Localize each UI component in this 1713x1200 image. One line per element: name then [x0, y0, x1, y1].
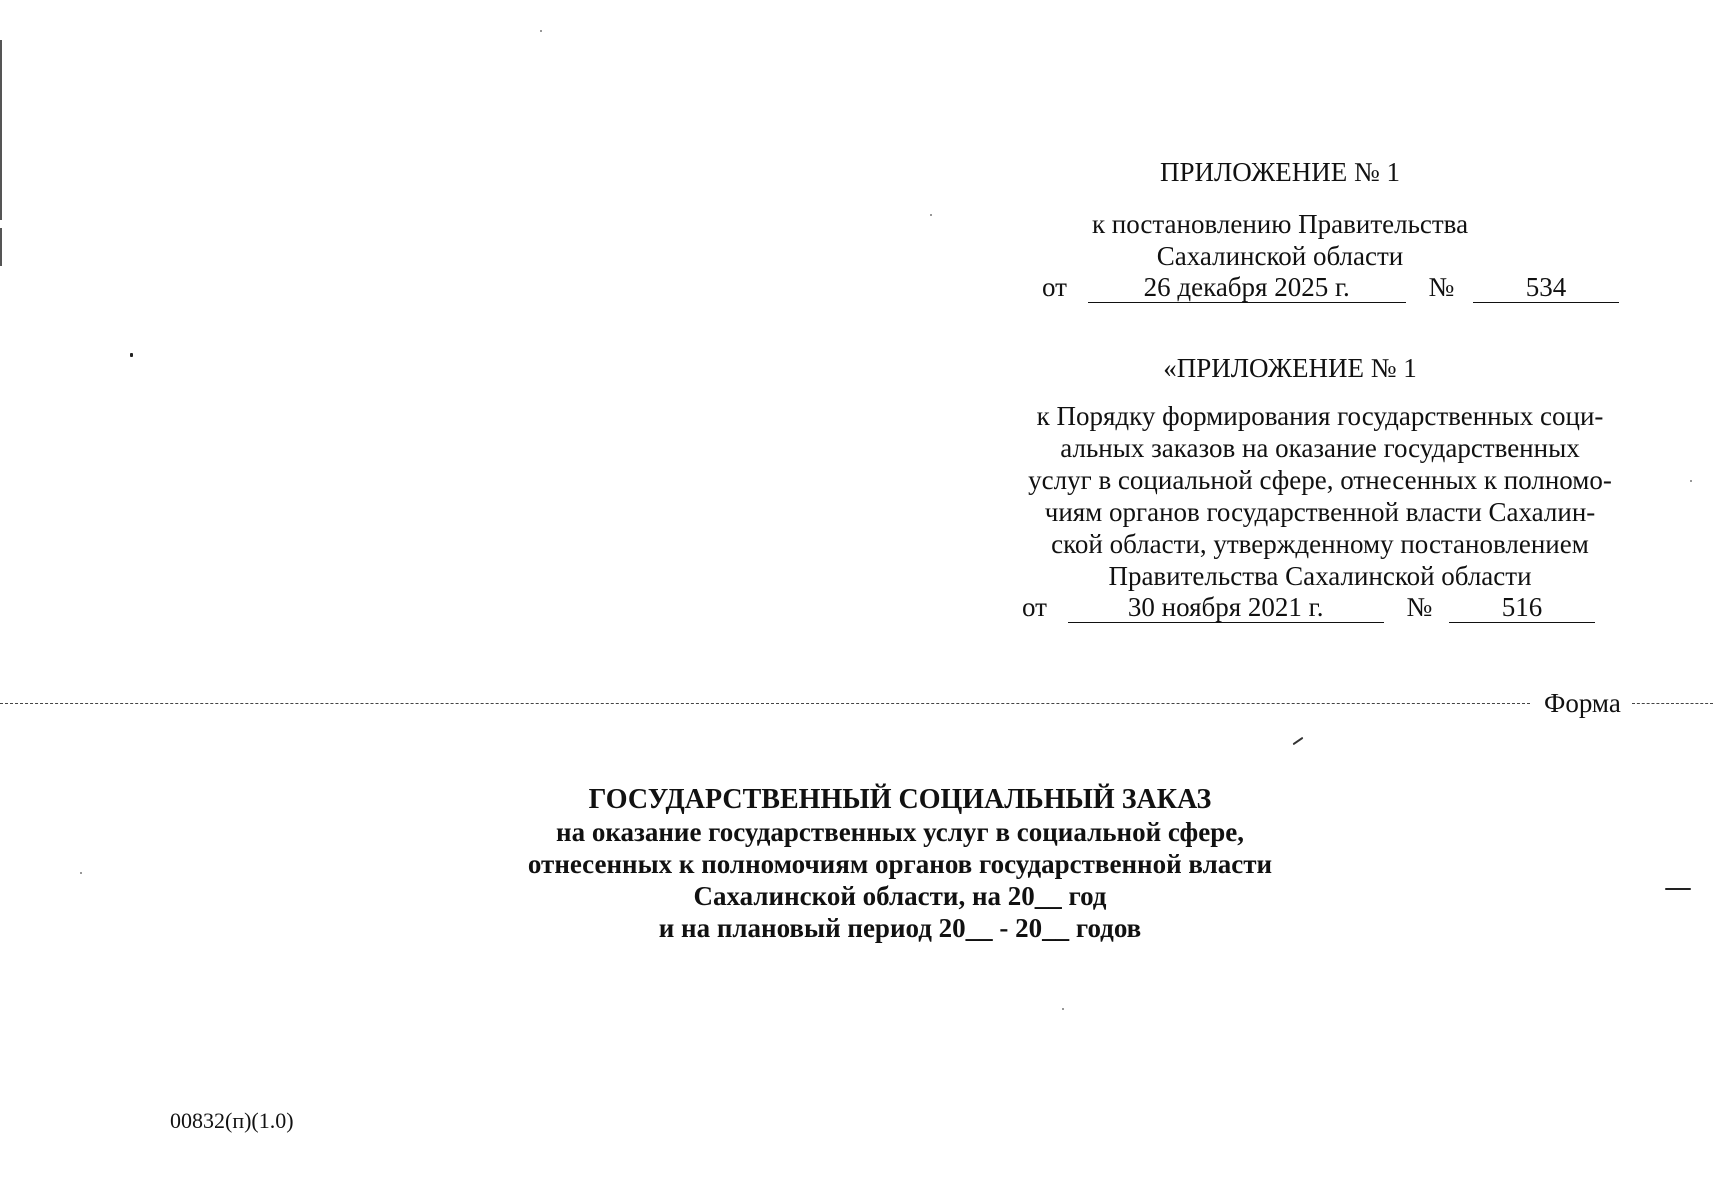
- form-separator-row: [0, 688, 1713, 718]
- form-label: Форма: [1544, 688, 1621, 718]
- appendix-ref-line: чиям органов государственной власти Сахалин-: [1044, 497, 1596, 527]
- document-subtitle-line: Сахалинской области, на 20__ год: [693, 881, 1107, 911]
- scan-speck: [130, 353, 133, 357]
- appendix-main-number: 534: [1473, 272, 1619, 303]
- appendix-ref-line: к Порядку формирования государственных соци-: [1036, 401, 1604, 431]
- document-subtitle-line: отнесенных к полномочиям органов государственной власти: [527, 849, 1273, 879]
- scan-speck: [80, 872, 82, 874]
- appendix-ref-number: 516: [1449, 592, 1595, 623]
- appendix-main-from-label: от: [1042, 272, 1067, 302]
- document-subtitle-line: и на плановый период 20__ - 20__ годов: [658, 913, 1142, 943]
- appendix-ref-line: ской области, утвержденному постановлением: [1051, 529, 1589, 559]
- scan-speck: [1690, 480, 1692, 482]
- appendix-ref-from-label: от: [1022, 592, 1047, 622]
- scan-edge-artifact: [0, 40, 2, 220]
- scan-speck: [540, 30, 542, 32]
- scan-speck: [1665, 888, 1691, 890]
- document-title: ГОСУДАРСТВЕННЫЙ СОЦИАЛЬНЫЙ ЗАКАЗ: [588, 784, 1212, 815]
- document-code: 00832(п)(1.0): [170, 1108, 294, 1133]
- appendix-main-heading: ПРИЛОЖЕНИЕ № 1: [1159, 157, 1401, 187]
- scan-speck: [1062, 1008, 1064, 1010]
- appendix-main-line1: к постановлению Правительства: [1091, 209, 1469, 239]
- appendix-ref-date: 30 ноября 2021 г.: [1068, 592, 1384, 623]
- appendix-ref-number-label: №: [1406, 592, 1433, 622]
- appendix-ref-date-row: [1022, 592, 1595, 623]
- appendix-main-line2: Сахалинской области: [1156, 241, 1404, 271]
- dashed-separator-right: [1632, 703, 1713, 704]
- document-subtitle-line: на оказание государственных услуг в социальной сфере,: [556, 817, 1244, 847]
- scan-speck: [930, 214, 932, 216]
- dashed-separator-left: [0, 703, 1530, 704]
- scan-speck: [1293, 737, 1304, 746]
- appendix-main-date-row: [1042, 272, 1619, 303]
- appendix-ref-line: Правительства Сахалинской области: [1108, 561, 1532, 591]
- appendix-main-number-label: №: [1428, 272, 1455, 302]
- scan-edge-artifact: [0, 228, 2, 266]
- appendix-ref-heading: «ПРИЛОЖЕНИЕ № 1: [1163, 353, 1417, 383]
- appendix-ref-line: альных заказов на оказание государственных: [1060, 433, 1580, 463]
- appendix-ref-line: услуг в социальной сфере, отнесенных к полномо-: [1028, 465, 1612, 495]
- document-title-block: [400, 784, 1400, 944]
- appendix-main-date: 26 декабря 2025 г.: [1088, 272, 1406, 303]
